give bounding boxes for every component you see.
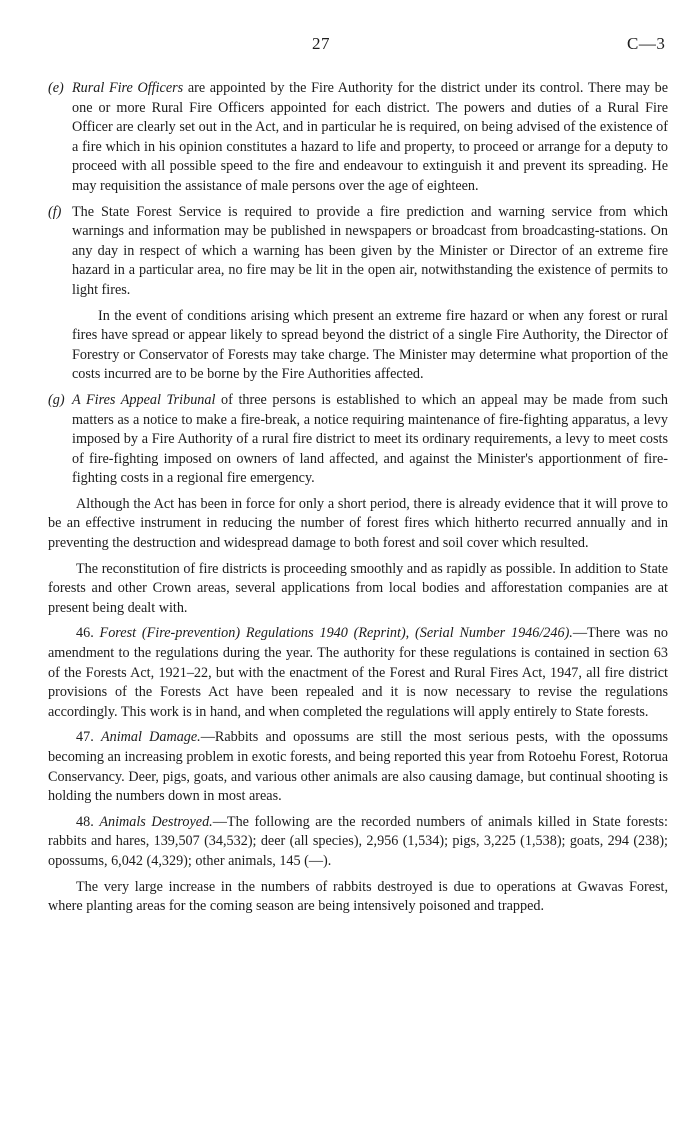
paragraph-46-title: Forest (Fire-prevention) Regulations 1940 (Reprint), (Serial Number 1946/246). (99, 625, 573, 642)
paragraph-46-number: 46. (76, 625, 100, 642)
paragraph-reconstitution: The reconstitution of fire districts is proceeding smoothly and as rapidly as possible. In addition to State forests and other Crown areas, several applications from local bodies and afforestation companies are at present being dealt with. (48, 560, 668, 616)
document-body (48, 79, 668, 923)
paragraph-47-number: 47. (76, 729, 101, 746)
item-e (48, 79, 668, 197)
item-f-continuation: In the event of conditions arising which present an extreme fire hazard or when any forest or rural fires have spread or appear likely to spread beyond the district of a single Fire Authority, the Director of Forestry or Conservator of Forests may take charge. The Minister may determine what proportion of the costs incurred are to be borne by the Fire Authorities affected. (72, 307, 668, 383)
item-g-label: (g) (48, 391, 65, 408)
paragraph-48-number: 48. (76, 813, 100, 830)
page-number: 27 (312, 34, 330, 53)
item-e-title: Rural Fire Officers (72, 80, 184, 96)
item-f-text: The State Forest Service is required to provide a fire prediction and warning service from which warnings and information may be published in newspapers or broadcast from broadcasting-stations. On any day in respect of which a warning has been given by the Minister or Director of an extreme fire hazard in a particular area, no fire may be lit in the open air, notwithstanding the existence of permits to light fires. (72, 203, 668, 298)
paragraph-48-text: —The following are the recorded numbers of animals killed in State forests: rabbits and hares, 139,507 (34,532); deer (all species), 2,956 (1,534); pigs, 3,225 (1,538); goats, 294 (238); opossums, 6,042 (4,329); other animals, 145 (—). (48, 813, 668, 869)
paragraph-47-title: Animal Damage. (100, 729, 201, 746)
paragraph-48-title: Animals Destroyed. (99, 813, 213, 830)
item-e-text: are appointed by the Fire Authority for the district under its control. There may be one or more Rural Fire Officers appointed for each district. The powers and duties of a Rural Fire Officer are clearly set out in the Act, and in particular he is required, on being advised of the existence of a fire which in his opinion constitutes a hazard to life and property, to proceed or arrange for a deputy to proceed with all possible speed to the fire and endeavour to extinguish it and prevent its spreading. He may requisition the assistance of male persons over the age of eighteen. (72, 80, 668, 194)
paragraph-effectiveness: Although the Act has been in force for only a short period, there is already evidence that it will prove to be an effective instrument in reducing the number of forest fires which hitherto recurred annually and in preventing the destruction and widespread damage to both forest and soil cover which resulted. (48, 495, 668, 552)
paragraph-47-text: —Rabbits and opossums are still the most serious pests, with the opossums becoming an increasing problem in exotic forests, and being reported this year from Rotoehu Forest, Rotorua Conservancy. Deer, pigs, goats, and various other animals are also causing damage, but continual shooting is holding the numbers down in most areas. (48, 729, 668, 805)
paragraph-47 (48, 728, 668, 806)
item-f (48, 203, 668, 301)
item-g (48, 391, 668, 489)
paragraph-46 (48, 624, 668, 722)
item-e-label: (e) (48, 80, 64, 96)
item-f-label: (f) (48, 203, 62, 220)
section-reference: C—3 (627, 34, 666, 53)
paragraph-gwavas: The very large increase in the numbers of rabbits destroyed is due to operations at Gwavas Forest, where planting areas for the coming season are being intensively poisoned and trapped. (48, 878, 668, 915)
item-g-title: A Fires Appeal Tribunal (72, 391, 216, 408)
item-g-text: of three persons is established to which an appeal may be made from such matters as a notice to make a fire-break, a notice requiring maintenance of fire-fighting apparatus, a levy imposed by a Fire Authority of a rural fire district to meet its ordinary requirements, a levy to meet costs of fire-fighting imposed on owners of land affected, and against the Minister's apportionment of fire-fighting costs in a regional fire emergency. (72, 391, 669, 487)
paragraph-46-text: —There was no amendment to the regulations during the year. The authority for these regulations is contained in section 63 of the Forests Act, 1921–22, but with the enactment of the Forest and Rural Fires Act, 1947, all fire district provisions of the Forests Act have been repealed and it is now necessary to revise the regulations accordingly. This work is in hand, and when completed the regulations will apply entirely to State forests. (48, 625, 668, 720)
paragraph-48 (48, 813, 668, 872)
